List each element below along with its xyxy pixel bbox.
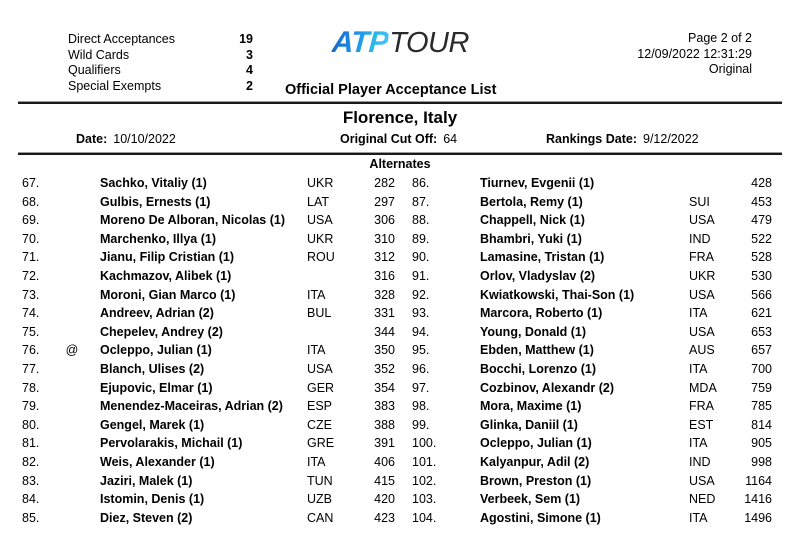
player-row <box>412 418 790 437</box>
player-position: 80. <box>22 417 40 432</box>
player-name: Kwiatkowski, Thai-Son (1) <box>480 287 635 302</box>
stat-row <box>68 79 253 95</box>
player-position: 69. <box>22 213 40 228</box>
player-row <box>412 269 790 288</box>
player-country-code: CZE <box>307 417 332 432</box>
player-position: 73. <box>22 287 40 302</box>
player-country-code: NED <box>689 492 716 507</box>
stat-value: 2 <box>246 78 253 93</box>
tournament-date-value: 10/10/2022 <box>113 132 176 146</box>
player-position: 92. <box>412 287 430 302</box>
player-column-left <box>22 176 412 529</box>
player-row <box>412 232 790 251</box>
player-country-code: AUS <box>689 343 715 358</box>
player-position: 93. <box>412 306 430 321</box>
player-country-code: UKR <box>307 231 334 246</box>
player-position: 83. <box>22 473 40 488</box>
player-row <box>22 362 412 381</box>
player-row <box>22 492 412 511</box>
player-position: 86. <box>412 176 430 190</box>
player-ranking: 316 <box>374 268 395 283</box>
player-name: Ebden, Matthew (1) <box>480 343 594 358</box>
document-title: Official Player Acceptance List <box>285 82 497 98</box>
stat-label: Qualifiers <box>68 63 121 78</box>
player-ranking: 415 <box>374 473 395 488</box>
player-row <box>22 511 412 530</box>
player-country-code: BUL <box>307 306 332 321</box>
player-name: Young, Donald (1) <box>480 324 587 339</box>
page-number-label: Page 2 of 2 <box>688 31 752 45</box>
player-row <box>22 176 412 195</box>
player-ranking: 657 <box>751 343 772 358</box>
player-ranking: 312 <box>374 250 395 265</box>
player-column-right <box>412 176 790 529</box>
player-position: 96. <box>412 361 430 376</box>
player-country-code: LAT <box>307 194 329 209</box>
player-position: 79. <box>22 399 40 414</box>
player-row <box>22 325 412 344</box>
player-name: Tiurnev, Evgenii (1) <box>480 176 595 190</box>
player-ranking: 528 <box>751 250 772 265</box>
player-country-code: USA <box>689 213 715 228</box>
player-ranking: 653 <box>751 324 772 339</box>
player-ranking: 453 <box>751 194 772 209</box>
player-row <box>22 436 412 455</box>
player-name: Kachmazov, Alibek (1) <box>100 268 232 283</box>
player-row <box>412 362 790 381</box>
player-country-code: ITA <box>689 306 708 321</box>
player-country-code: ITA <box>307 343 326 358</box>
stat-row <box>68 32 253 48</box>
player-country-code: ITA <box>689 436 708 451</box>
section-title-alternates: Alternates <box>369 157 431 171</box>
player-country-code: EST <box>689 417 714 432</box>
player-ranking: 530 <box>751 268 772 283</box>
player-country-code: GRE <box>307 436 335 451</box>
player-row <box>22 269 412 288</box>
player-row <box>412 436 790 455</box>
player-country-code: USA <box>307 361 333 376</box>
player-ranking: 350 <box>374 343 395 358</box>
player-row <box>412 474 790 493</box>
player-name: Andreev, Adrian (2) <box>100 306 214 321</box>
player-row <box>22 455 412 474</box>
player-position: 78. <box>22 380 40 395</box>
player-row <box>412 511 790 530</box>
player-ranking: 566 <box>751 287 772 302</box>
player-position: 67. <box>22 176 40 190</box>
player-position: 97. <box>412 380 430 395</box>
player-ranking: 306 <box>374 213 395 228</box>
player-position: 75. <box>22 324 40 339</box>
player-name: Gulbis, Ernests (1) <box>100 194 211 209</box>
player-country-code: USA <box>307 213 333 228</box>
stat-value: 4 <box>246 63 253 78</box>
entry-statistics <box>68 32 253 94</box>
player-ranking: 406 <box>374 454 395 469</box>
player-row <box>412 306 790 325</box>
header-divider-top <box>18 101 782 104</box>
player-name: Brown, Preston (1) <box>480 473 592 488</box>
player-ranking: 420 <box>374 492 395 507</box>
player-position: 94. <box>412 324 430 339</box>
player-ranking: 1164 <box>745 473 772 488</box>
player-name: Kalyanpur, Adil (2) <box>480 454 590 469</box>
player-position: 101. <box>412 454 437 469</box>
player-name: Mora, Maxime (1) <box>480 399 582 414</box>
player-position: 95. <box>412 343 430 358</box>
player-name: Chepelev, Andrey (2) <box>100 324 223 339</box>
player-ranking: 998 <box>751 454 772 469</box>
player-row <box>22 381 412 400</box>
player-row <box>22 418 412 437</box>
player-name: Pervolarakis, Michail (1) <box>100 436 243 451</box>
atp-logo-text: ATP <box>330 26 390 59</box>
player-position: 76. <box>22 343 40 358</box>
atp-tour-logo <box>332 26 469 60</box>
player-position: 99. <box>412 417 430 432</box>
player-row <box>412 195 790 214</box>
player-row <box>412 288 790 307</box>
player-name: Verbeek, Sem (1) <box>480 492 581 507</box>
player-ranking: 282 <box>374 176 395 190</box>
player-country-code: ITA <box>307 287 326 302</box>
player-position: 87. <box>412 194 430 209</box>
player-country-code: ITA <box>689 510 708 525</box>
player-name: Chappell, Nick (1) <box>480 213 585 228</box>
player-country-code: FRA <box>689 399 714 414</box>
player-position: 102. <box>412 473 437 488</box>
tournament-name: Florence, Italy <box>342 108 458 127</box>
player-name: Marchenko, Illya (1) <box>100 231 217 246</box>
player-country-code: USA <box>689 287 715 302</box>
player-ranking: 423 <box>374 510 395 525</box>
player-ranking: 354 <box>374 380 395 395</box>
player-position: 103. <box>412 492 437 507</box>
player-marker: @ <box>65 343 79 358</box>
player-row <box>22 474 412 493</box>
player-name: Ejupovic, Elmar (1) <box>100 380 213 395</box>
stat-label: Direct Acceptances <box>68 32 175 46</box>
player-country-code: USA <box>689 324 715 339</box>
page-info <box>637 31 752 78</box>
player-row <box>412 343 790 362</box>
player-row <box>22 213 412 232</box>
player-ranking: 428 <box>751 176 772 190</box>
player-name: Marcora, Roberto (1) <box>480 306 603 321</box>
player-ranking: 785 <box>751 399 772 414</box>
player-name: Lamasine, Tristan (1) <box>480 250 605 265</box>
player-name: Jianu, Filip Cristian (1) <box>100 250 235 265</box>
player-name: Bertola, Remy (1) <box>480 194 583 209</box>
player-name: Cozbinov, Alexandr (2) <box>480 380 615 395</box>
tour-logo-text: TOUR <box>389 27 469 59</box>
player-ranking: 328 <box>374 287 395 302</box>
player-name: Ocleppo, Julian (1) <box>100 343 212 358</box>
player-country-code: CAN <box>307 510 334 525</box>
tournament-date <box>76 132 176 146</box>
player-row <box>412 399 790 418</box>
player-row <box>412 250 790 269</box>
player-row <box>412 176 790 195</box>
player-name: Istomin, Denis (1) <box>100 492 205 507</box>
generated-timestamp: 12/09/2022 12:31:29 <box>637 46 752 61</box>
rankings-date <box>546 132 699 146</box>
player-row <box>412 381 790 400</box>
stat-row <box>68 63 253 79</box>
player-country-code: USA <box>689 473 715 488</box>
player-country-code: IND <box>689 454 711 469</box>
player-position: 104. <box>412 510 437 525</box>
player-country-code: ITA <box>307 454 326 469</box>
player-country-code: SUI <box>689 194 710 209</box>
player-ranking: 479 <box>751 213 772 228</box>
player-position: 100. <box>412 436 437 451</box>
player-position: 89. <box>412 231 430 246</box>
player-row <box>22 306 412 325</box>
player-ranking: 759 <box>751 380 772 395</box>
player-position: 91. <box>412 268 430 283</box>
player-name: Agostini, Simone (1) <box>480 510 601 525</box>
rankings-date-label: Rankings Date: <box>546 132 637 146</box>
player-ranking: 1496 <box>744 510 772 525</box>
player-country-code: UZB <box>307 492 332 507</box>
player-position: 81. <box>22 436 40 451</box>
original-cutoff-label: Original Cut Off: <box>340 132 438 146</box>
player-row <box>22 343 412 362</box>
player-name: Blanch, Ulises (2) <box>100 361 205 376</box>
player-ranking: 522 <box>751 231 772 246</box>
player-ranking: 352 <box>374 361 395 376</box>
player-position: 84. <box>22 492 40 507</box>
player-name: Bhambri, Yuki (1) <box>480 231 582 246</box>
tournament-date-label: Date: <box>76 132 108 146</box>
player-country-code: GER <box>307 380 335 395</box>
original-cutoff <box>340 132 457 146</box>
player-ranking: 621 <box>751 306 772 321</box>
player-country-code: FRA <box>689 250 714 265</box>
player-ranking: 297 <box>374 194 395 209</box>
player-country-code: ITA <box>689 361 708 376</box>
player-position: 82. <box>22 454 40 469</box>
player-ranking: 383 <box>374 399 395 414</box>
rankings-date-value: 9/12/2022 <box>643 132 699 146</box>
player-position: 74. <box>22 306 40 321</box>
player-ranking: 331 <box>374 306 395 321</box>
stat-label: Wild Cards <box>68 47 130 62</box>
player-position: 70. <box>22 231 40 246</box>
stat-value: 19 <box>239 32 253 46</box>
player-ranking: 700 <box>751 361 772 376</box>
document-version-label: Original <box>708 62 752 77</box>
player-country-code: UKR <box>307 176 334 190</box>
player-name: Moroni, Gian Marco (1) <box>100 287 236 302</box>
player-row <box>412 325 790 344</box>
stat-row <box>68 48 253 64</box>
player-ranking: 905 <box>751 436 772 451</box>
player-ranking: 1416 <box>744 492 772 507</box>
player-country-code: ROU <box>307 250 335 265</box>
player-row <box>412 213 790 232</box>
player-position: 90. <box>412 250 430 265</box>
player-country-code: MDA <box>689 380 717 395</box>
player-ranking: 310 <box>374 231 395 246</box>
player-ranking: 344 <box>374 324 395 339</box>
header-divider-bottom <box>18 152 782 155</box>
player-country-code: ESP <box>307 399 333 414</box>
player-name: Menendez-Maceiras, Adrian (2) <box>100 399 283 414</box>
player-row <box>22 195 412 214</box>
player-row <box>22 232 412 251</box>
original-cutoff-value: 64 <box>443 132 458 146</box>
player-row <box>412 455 790 474</box>
player-ranking: 391 <box>374 436 395 451</box>
player-name: Moreno De Alboran, Nicolas (1) <box>100 213 285 228</box>
player-country-code: IND <box>689 231 711 246</box>
player-name: Bocchi, Lorenzo (1) <box>480 361 596 376</box>
player-position: 72. <box>22 268 40 283</box>
player-position: 68. <box>22 194 40 209</box>
tournament-meta-row <box>0 132 800 150</box>
player-ranking: 814 <box>751 417 772 432</box>
player-name: Orlov, Vladyslav (2) <box>480 268 596 283</box>
stat-label: Special Exempts <box>68 78 162 93</box>
document-header <box>0 0 800 98</box>
player-name: Jaziri, Malek (1) <box>100 473 193 488</box>
player-country-code: UKR <box>689 268 716 283</box>
player-name: Weis, Alexander (1) <box>100 454 215 469</box>
player-position: 77. <box>22 361 40 376</box>
player-position: 98. <box>412 399 430 414</box>
player-name: Ocleppo, Julian (1) <box>480 436 592 451</box>
player-position: 85. <box>22 510 40 525</box>
player-position: 88. <box>412 213 430 228</box>
player-row <box>412 492 790 511</box>
player-ranking: 388 <box>374 417 395 432</box>
player-row <box>22 399 412 418</box>
player-name: Diez, Steven (2) <box>100 510 193 525</box>
player-country-code: TUN <box>307 473 333 488</box>
player-name: Glinka, Daniil (1) <box>480 417 578 432</box>
player-name: Gengel, Marek (1) <box>100 417 205 432</box>
player-row <box>22 250 412 269</box>
stat-value: 3 <box>246 47 253 62</box>
player-name: Sachko, Vitaliy (1) <box>100 176 207 190</box>
player-row <box>22 288 412 307</box>
player-position: 71. <box>22 250 40 265</box>
